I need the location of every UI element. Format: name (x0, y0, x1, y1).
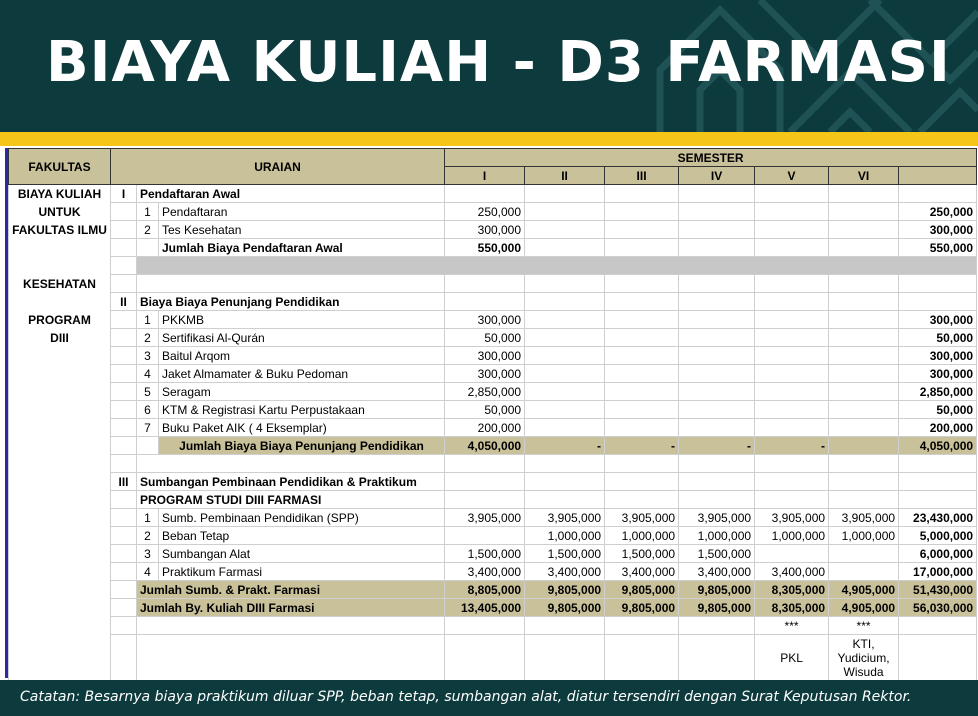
item-s1: 200,000 (445, 419, 525, 437)
header-semester: SEMESTER (445, 149, 977, 167)
item-name: Sumbangan Alat (159, 545, 445, 563)
item-value: 3,905,000 (829, 509, 899, 527)
item-value: 3,905,000 (525, 509, 605, 527)
item-total: 300,000 (899, 221, 977, 239)
item-value: 3,905,000 (679, 509, 755, 527)
grand-value: 13,405,000 (445, 599, 525, 617)
item-value: 1,500,000 (679, 545, 755, 563)
grand-total-row (9, 599, 977, 617)
fee-table (8, 148, 977, 681)
fee-spreadsheet (5, 148, 978, 678)
item-no: 3 (137, 545, 159, 563)
item-total: 250,000 (899, 203, 977, 221)
item-value: 1,500,000 (525, 545, 605, 563)
item-name: KTM & Registrasi Kartu Perpustakaan (159, 401, 445, 419)
item-total: 200,000 (899, 419, 977, 437)
subtotal-total: 4,050,000 (899, 437, 977, 455)
item-value: 3,400,000 (525, 563, 605, 581)
grand-value: 8,305,000 (755, 599, 829, 617)
notes-marks-row (9, 617, 977, 635)
table-row (9, 329, 977, 347)
item-no: 2 (137, 527, 159, 545)
page-title: BIAYA KULIAH - D3 FARMASI (46, 30, 951, 95)
section-roman: II (111, 293, 137, 311)
item-value: 1,000,000 (605, 527, 679, 545)
section-title: Biaya Biaya Penunjang Pendidikan (137, 293, 445, 311)
table-row (9, 239, 977, 257)
subtotal-value: 4,050,000 (445, 437, 525, 455)
item-no: 2 (137, 221, 159, 239)
item-name: Tes Kesehatan (159, 221, 445, 239)
table-row (9, 365, 977, 383)
table-row (9, 203, 977, 221)
header-sem-2: II (525, 167, 605, 185)
table-row (9, 347, 977, 365)
program-title: PROGRAM STUDI DIII FARMASI (137, 491, 445, 509)
item-total: 23,430,000 (899, 509, 977, 527)
item-no: 6 (137, 401, 159, 419)
item-name: Sertifikasi Al-Qurán (159, 329, 445, 347)
sum-value: 9,805,000 (679, 581, 755, 599)
grand-value: 4,905,000 (829, 599, 899, 617)
section-title: Pendaftaran Awal (137, 185, 445, 203)
subtotal-total: 550,000 (899, 239, 977, 257)
item-total: 300,000 (899, 311, 977, 329)
sum-value: 9,805,000 (605, 581, 679, 599)
item-no: 1 (137, 203, 159, 221)
table-row (9, 509, 977, 527)
table-row (9, 221, 977, 239)
table-row (9, 563, 977, 581)
grand-value: 9,805,000 (605, 599, 679, 617)
subtotal-value: - (525, 437, 605, 455)
sum-total: 51,430,000 (899, 581, 977, 599)
notes-text-row (9, 635, 977, 681)
sem5-mark: *** (755, 617, 829, 635)
item-value: 3,905,000 (755, 509, 829, 527)
title-banner (0, 0, 978, 132)
item-value: 3,905,000 (605, 509, 679, 527)
grand-label: Jumlah By. Kuliah DIII Farmasi (137, 599, 445, 617)
table-row (9, 527, 977, 545)
item-no: 5 (137, 383, 159, 401)
section-roman: III (111, 473, 137, 491)
item-name: PKKMB (159, 311, 445, 329)
item-value: 3,905,000 (445, 509, 525, 527)
sum-value: 8,805,000 (445, 581, 525, 599)
item-no: 1 (137, 311, 159, 329)
header-sem-1: I (445, 167, 525, 185)
item-no: 4 (137, 365, 159, 383)
header-sem-6: VI (829, 167, 899, 185)
item-no: 2 (137, 329, 159, 347)
item-s1: 300,000 (445, 365, 525, 383)
sum-value: 4,905,000 (829, 581, 899, 599)
sem6-note: KTI, Yudicium, Wisuda (829, 635, 899, 681)
table-row (9, 491, 977, 509)
table-row (9, 275, 977, 293)
sum-value: 8,305,000 (755, 581, 829, 599)
table-row (9, 293, 977, 311)
item-s1: 2,850,000 (445, 383, 525, 401)
item-value: 1,500,000 (445, 545, 525, 563)
item-value: 3,400,000 (755, 563, 829, 581)
item-name: Buku Paket AIK ( 4 Eksemplar) (159, 419, 445, 437)
header-uraian: URAIAN (111, 149, 445, 185)
sum-value: 9,805,000 (525, 581, 605, 599)
item-total: 50,000 (899, 401, 977, 419)
item-s1: 300,000 (445, 221, 525, 239)
item-name: Beban Tetap (159, 527, 445, 545)
item-no: 7 (137, 419, 159, 437)
subtotal-label: Jumlah Biaya Biaya Penunjang Pendidikan (159, 437, 445, 455)
item-s1: 50,000 (445, 401, 525, 419)
subtotal-row (9, 437, 977, 455)
item-value (755, 545, 829, 563)
item-total: 300,000 (899, 347, 977, 365)
spacer-row (9, 455, 977, 473)
footer-note-bar (0, 680, 978, 716)
header-sem-4: IV (679, 167, 755, 185)
item-value (829, 563, 899, 581)
item-no: 1 (137, 509, 159, 527)
sum-label: Jumlah Sumb. & Prakt. Farmasi (137, 581, 445, 599)
item-total: 5,000,000 (899, 527, 977, 545)
item-s1: 50,000 (445, 329, 525, 347)
fakultas-line: PROGRAM (9, 311, 111, 329)
sem5-note: PKL (755, 635, 829, 681)
fakultas-line: FAKULTAS ILMU (9, 221, 111, 239)
header-total (899, 167, 977, 185)
section-roman: I (111, 185, 137, 203)
grand-value: 9,805,000 (525, 599, 605, 617)
section-title: Sumbangan Pembinaan Pendidikan & Praktikum (137, 473, 445, 491)
subtotal-label: Jumlah Biaya Pendaftaran Awal (159, 239, 445, 257)
item-value: 3,400,000 (679, 563, 755, 581)
item-total: 17,000,000 (899, 563, 977, 581)
table-row (9, 383, 977, 401)
item-name: Pendaftaran (159, 203, 445, 221)
item-name: Seragam (159, 383, 445, 401)
sem6-mark: *** (829, 617, 899, 635)
footer-note: Catatan: Besarnya biaya praktikum diluar SPP, beban tetap, sumbangan alat, diatur tersendiri dengan Surat Keputusan Rektor. (20, 689, 912, 705)
header-sem-3: III (605, 167, 679, 185)
item-total: 50,000 (899, 329, 977, 347)
subtotal-value: - (755, 437, 829, 455)
item-value: 3,400,000 (605, 563, 679, 581)
subtotal-s1: 550,000 (445, 239, 525, 257)
fakultas-line: UNTUK (9, 203, 111, 221)
subtotal-value (829, 437, 899, 455)
separator-row (9, 257, 977, 275)
item-value: 1,000,000 (755, 527, 829, 545)
subtotal-value: - (679, 437, 755, 455)
fakultas-line: KESEHATAN (9, 275, 111, 293)
item-name: Baitul Arqom (159, 347, 445, 365)
table-row (9, 419, 977, 437)
grand-value: 9,805,000 (679, 599, 755, 617)
item-value: 1,000,000 (525, 527, 605, 545)
fakultas-line: BIAYA KULIAH (9, 185, 111, 203)
item-name: Jaket Almamater & Buku Pedoman (159, 365, 445, 383)
accent-stripe (0, 132, 978, 146)
item-value: 1,000,000 (829, 527, 899, 545)
table-row (9, 545, 977, 563)
item-value (445, 527, 525, 545)
item-total: 6,000,000 (899, 545, 977, 563)
item-s1: 250,000 (445, 203, 525, 221)
sum-row (9, 581, 977, 599)
item-value (829, 545, 899, 563)
item-name: Praktikum Farmasi (159, 563, 445, 581)
item-value: 3,400,000 (445, 563, 525, 581)
item-total: 300,000 (899, 365, 977, 383)
item-no: 4 (137, 563, 159, 581)
subtotal-value: - (605, 437, 679, 455)
grand-total: 56,030,000 (899, 599, 977, 617)
table-row (9, 311, 977, 329)
table-row (9, 401, 977, 419)
item-s1: 300,000 (445, 347, 525, 365)
item-no: 3 (137, 347, 159, 365)
table-row (9, 185, 977, 203)
item-value: 1,000,000 (679, 527, 755, 545)
item-s1: 300,000 (445, 311, 525, 329)
table-row (9, 473, 977, 491)
fakultas-line: DIII (9, 329, 111, 347)
item-total: 2,850,000 (899, 383, 977, 401)
item-name: Sumb. Pembinaan Pendidikan (SPP) (159, 509, 445, 527)
header-fakultas: FAKULTAS (9, 149, 111, 185)
item-value: 1,500,000 (605, 545, 679, 563)
header-sem-5: V (755, 167, 829, 185)
